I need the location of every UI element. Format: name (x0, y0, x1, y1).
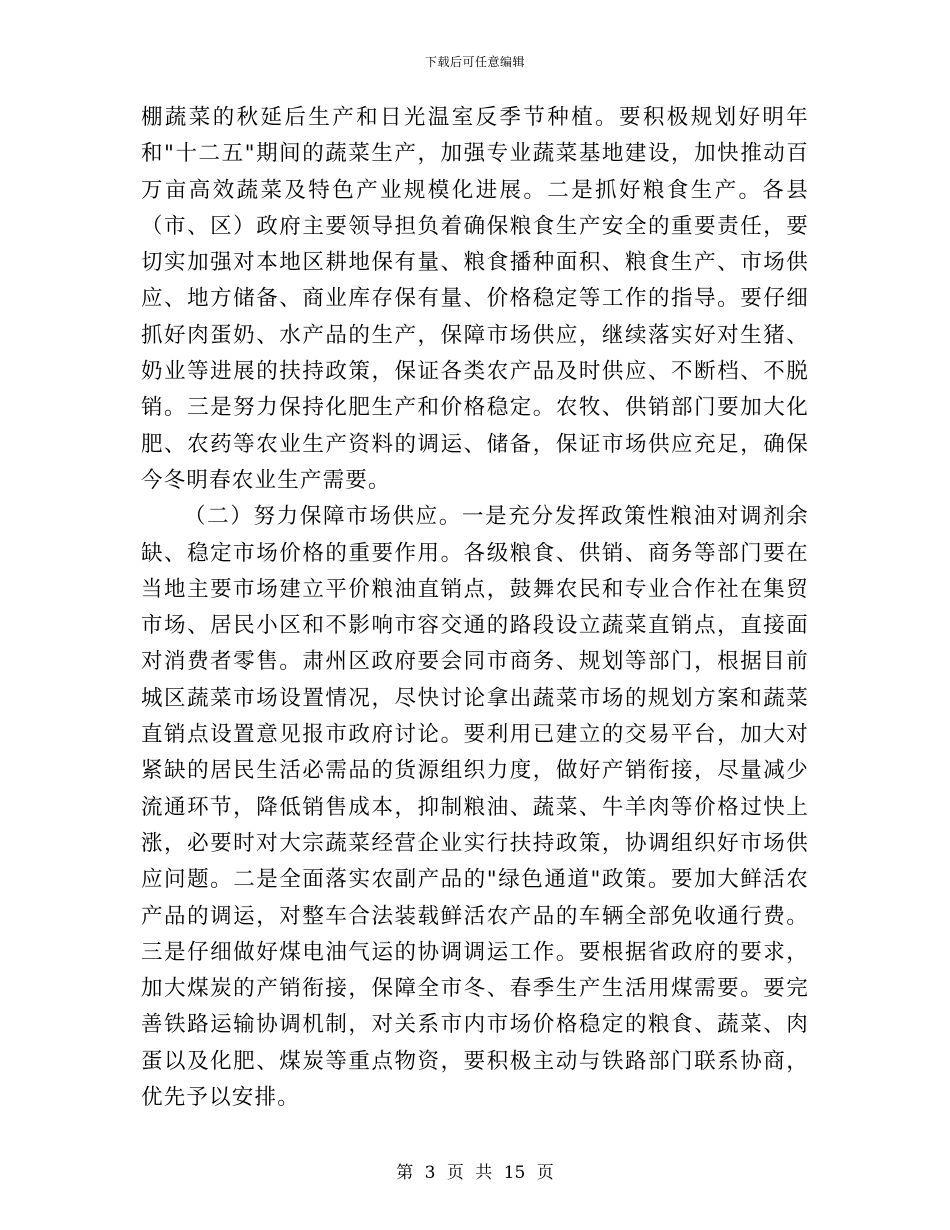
body-text (141, 100, 809, 1116)
page-number: 第 3 页 共 15 页 (396, 1163, 554, 1183)
paragraph-market-supply: （二）努力保障市场供应。一是充分发挥政策性粮油对调剂余缺、稳定市场价格的重要作用。各级粮食、供销、商务等部门要在当地主要市场建立平价粮油直销点，鼓舞农民和专业合作社在集贸市场、居民小区和不影响市容交通的路段设立蔬菜直销点，直接面对消费者零售。肃州区政府要会同市商务、规划等部门，根据目前城区蔬菜市场设置情况，尽快讨论拿出蔬菜市场的规划方案和蔬菜直销点设置意见报市政府讨论。要利用已建立的交易平台，加大对紧缺的居民生活必需品的货源组织力度，做好产销衔接，尽量减少流通环节，降低销售成本，抑制粮油、蔬菜、牛羊肉等价格过快上涨，必要时对大宗蔬菜经营企业实行扶持政策，协调组织好市场供应问题。二是全面落实农副产品的"绿色通道"政策。要加大鲜活农产品的调运，对整车合法装载鲜活农产品的车辆全部免收通行费。三是仔细做好煤电油气运的协调调运工作。要根据省政府的要求，加大煤炭的产销衔接，保障全市冬、春季生产生活用煤需要。要完善铁路运输协调机制，对关系市内市场价格稳定的粮食、蔬菜、肉蛋以及化肥、煤炭等重点物资，要积极主动与铁路部门联系协商，优先予以安排。 (141, 504, 809, 1111)
paragraph-continued: 棚蔬菜的秋延后生产和日光温室反季节种植。要积极规划好明年和"十二五"期间的蔬菜生产，加强专业蔬菜基地建设，加快推动百万亩高效蔬菜及特色产业规模化进展。二是抓好粮食生产。各县（市、区）政府主要领导担负着确保粮食生产安全的重要责任，要切实加强对本地区耕地保有量、粮食播种面积、粮食生产、市场供应、地方储备、商业库存保有量、价格稳定等工作的指导。要仔细抓好肉蛋奶、水产品的生产，保障市场供应，继续落实好对生猪、奶业等进展的扶持政策，保证各类农产品及时供应、不断档、不脱销。三是努力保持化肥生产和价格稳定。农牧、供销部门要加大化肥、农药等农业生产资料的调运、储备，保证市场供应充足，确保今冬明春农业生产需要。 (141, 105, 809, 493)
header-note: 下载后可任意编辑 (424, 55, 525, 69)
